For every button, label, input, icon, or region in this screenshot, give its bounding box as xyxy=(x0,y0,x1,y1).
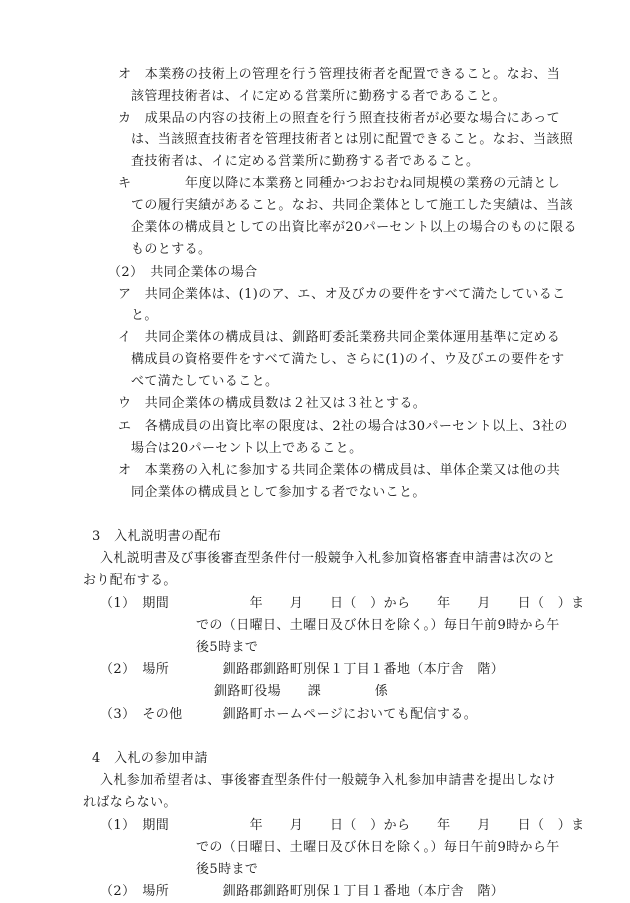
section-3-heading: 3 入札説明書の配布 xyxy=(92,529,222,544)
item-u-line-1: ウ 共同企業体の構成員数は２社又は３社とする。 xyxy=(118,396,427,411)
item-o2-line-1: オ 本業務の入札に参加する共同企業体の構成員は、単体企業又は他の共 xyxy=(118,463,561,478)
item-i-line-2: 構成員の資格要件をすべて満たし、さらに(1)のイ、ウ及びエの要件をす xyxy=(131,352,565,367)
section-4-period-line-1: （1） 期間 年 月 日（ ）から 年 月 日（ ）ま xyxy=(100,818,585,833)
section-3-text-line-2: おり配布する。 xyxy=(83,573,177,588)
item-ka-line-2: は、当該照査技術者を管理技術者とは別に配置できること。なお、当該照 xyxy=(131,132,574,147)
section-3-text-line-1: 入札説明書及び事後審査型条件付一般競争入札参加資格審査申請書は次のと xyxy=(100,551,556,566)
item-ka-line-1: カ 成果品の内容の技術上の照査を行う照査技術者が必要な場合にあって xyxy=(118,111,561,126)
item-i-line-1: イ 共同企業体の構成員は、釧路町委託業務共同企業体運用基準に定める xyxy=(118,330,561,345)
section-3-other-line: （3） その他 釧路町ホームページにおいても配信する。 xyxy=(100,707,478,722)
section-3-period-line-2: での（日曜日、土曜日及び休日を除く。）毎日午前9時から午 xyxy=(196,618,560,633)
item-a-line-1: ア 共同企業体は、(1)のア、エ、オ及びカの要件をすべて満たしているこ xyxy=(118,287,566,302)
section-3-period-line-3: 後5時まで xyxy=(196,640,259,655)
item-i-line-3: べて満たしていること。 xyxy=(131,374,279,389)
item-o-line-1: オ 本業務の技術上の管理を行う管理技術者を配置できること。なお、当 xyxy=(118,67,561,82)
section-3-period-line-1: （1） 期間 年 月 日（ ）から 年 月 日（ ）ま xyxy=(100,596,585,611)
item-o2-line-2: 同企業体の構成員として参加する者でないこと。 xyxy=(131,485,426,500)
item-a-line-2: と。 xyxy=(131,308,158,323)
section-4-text-line-2: ればならない。 xyxy=(83,795,177,810)
section-4-period-line-2: での（日曜日、土曜日及び休日を除く。）毎日午前9時から午 xyxy=(196,840,560,855)
item-e-line-1: エ 各構成員の出資比率の限度は、2社の場合は30パーセント以上、3社の xyxy=(118,419,568,434)
section-3-place-line-2: 釧路町役場 課 係 xyxy=(214,684,389,699)
section-4-place-line-1: （2） 場所 釧路郡釧路町別保１丁目１番地（本庁舎 階） xyxy=(100,884,505,899)
item-o-line-2: 該管理技術者は、イに定める営業所に勤務する者であること。 xyxy=(131,89,507,104)
item-ki-line-4: ものとする。 xyxy=(131,242,212,257)
item-ki-line-3: 企業体の構成員としての出資比率が20パーセント以上の場合のものに限る xyxy=(131,220,577,235)
item-ki-line-1: キ 年度以降に本業務と同種かつおおむね同規模の業務の元請とし xyxy=(118,176,561,191)
item-ki-line-2: ての履行実績があること。なお、共同企業体として施工した実績は、当該 xyxy=(131,198,574,213)
section-4-heading: 4 入札の参加申請 xyxy=(92,751,208,766)
subsection-heading-2: （2） 共同企業体の場合 xyxy=(108,265,258,280)
section-4-period-line-3: 後5時まで xyxy=(196,862,259,877)
section-3-place-line-1: （2） 場所 釧路郡釧路町別保１丁目１番地（本庁舎 階） xyxy=(100,662,505,677)
section-4-text-line-1: 入札参加希望者は、事後審査型条件付一般競争入札参加申請書を提出しなけ xyxy=(100,773,556,788)
item-ka-line-3: 査技術者は、イに定める営業所に勤務する者であること。 xyxy=(131,154,480,169)
item-e-line-2: 場合は20パーセント以上であること。 xyxy=(131,441,363,456)
